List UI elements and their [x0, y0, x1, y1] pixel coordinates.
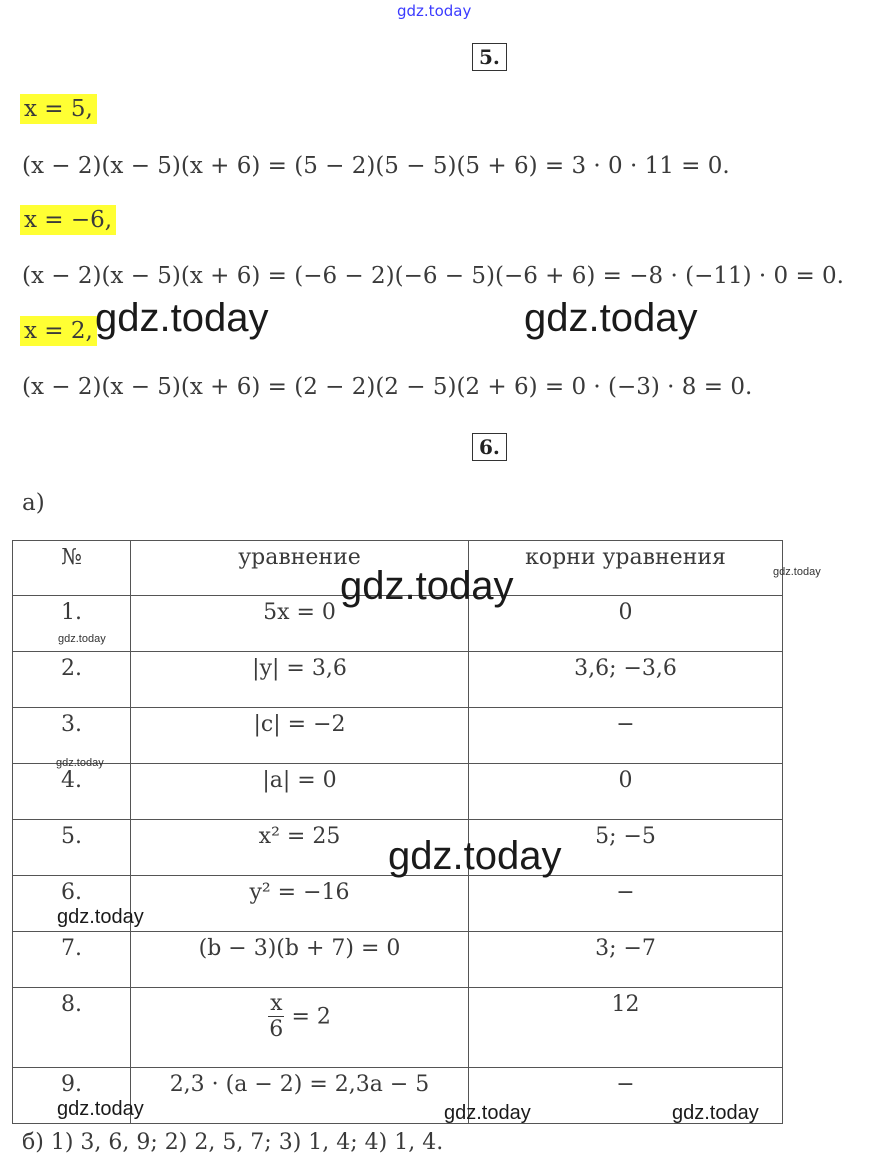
task-number-5: 5.	[472, 43, 507, 71]
task-number-6: 6.	[472, 433, 507, 461]
header-number: №	[13, 541, 131, 596]
row-roots: 0	[469, 596, 783, 652]
row-roots: 0	[469, 764, 783, 820]
row-number: 7.	[13, 932, 131, 988]
part-b-answers: б) 1) 3, 6, 9; 2) 2, 5, 7; 3) 1, 4; 4) 1, 4.	[22, 1130, 444, 1155]
case2-x-highlight: x = −6,	[20, 205, 116, 235]
row-number: 8.	[13, 988, 131, 1068]
watermark-small-2: gdz.today	[58, 633, 106, 645]
row-roots: 12	[469, 988, 783, 1068]
row-roots: −	[469, 1068, 783, 1124]
fraction-rest: = 2	[291, 1004, 331, 1030]
row-roots: −	[469, 876, 783, 932]
row-number: 1.	[13, 596, 131, 652]
row-equation: 2,3 · (a − 2) = 2,3a − 5	[131, 1068, 469, 1124]
watermark-mid-4: gdz.today	[672, 1102, 759, 1124]
row-number: 5.	[13, 820, 131, 876]
header-equation: уравнение	[131, 541, 469, 596]
fraction-numerator: x	[270, 991, 283, 1016]
watermark-mid-1: gdz.today	[57, 906, 144, 928]
watermark-big-3: gdz.today	[340, 564, 514, 608]
table-row	[13, 764, 783, 820]
table-row	[13, 988, 783, 1068]
row-number: 4.	[13, 764, 131, 820]
row-roots: 3,6; −3,6	[469, 652, 783, 708]
row-equation: y² = −16	[131, 876, 469, 932]
watermark-small-1: gdz.today	[773, 566, 821, 578]
row-number: 6.	[13, 876, 131, 932]
row-number: 3.	[13, 708, 131, 764]
row-roots: 3; −7	[469, 932, 783, 988]
equations-table	[12, 540, 783, 1124]
row-number: 2.	[13, 652, 131, 708]
case2-calc: (x − 2)(x − 5)(x + 6) = (−6 − 2)(−6 − 5)(−6 + 6) = −8 · (−11) · 0 = 0.	[22, 263, 844, 289]
fraction-denominator: 6	[269, 1017, 284, 1042]
case2-x	[20, 207, 116, 233]
watermark-big-1: gdz.today	[95, 296, 269, 340]
watermark-small-3: gdz.today	[56, 757, 104, 769]
case1-x-highlight: x = 5,	[20, 94, 97, 124]
row-equation-fraction	[131, 988, 469, 1068]
row-roots: −	[469, 708, 783, 764]
row-equation: (b − 3)(b + 7) = 0	[131, 932, 469, 988]
case1-calc: (x − 2)(x − 5)(x + 6) = (5 − 2)(5 − 5)(5 + 6) = 3 · 0 · 11 = 0.	[22, 153, 730, 179]
table-row	[13, 932, 783, 988]
case3-calc: (x − 2)(x − 5)(x + 6) = (2 − 2)(2 − 5)(2 + 6) = 0 · (−3) · 8 = 0.	[22, 374, 753, 400]
watermark-big-4: gdz.today	[388, 834, 562, 878]
row-roots: 5; −5	[469, 820, 783, 876]
table-row	[13, 652, 783, 708]
watermark-mid-2: gdz.today	[57, 1098, 144, 1120]
fraction	[268, 992, 284, 1043]
table-row	[13, 708, 783, 764]
part-a-label: а)	[22, 490, 45, 516]
case1-x	[20, 96, 97, 122]
header-roots: корни уравнения	[469, 541, 783, 596]
watermark-mid-3: gdz.today	[444, 1102, 531, 1124]
row-equation: |a| = 0	[131, 764, 469, 820]
row-number: 9.	[13, 1068, 131, 1124]
case3-x-highlight: x = 2,	[20, 316, 97, 346]
case3-x	[20, 318, 97, 344]
watermark-big-2: gdz.today	[524, 296, 698, 340]
watermark-top: gdz.today	[397, 2, 472, 20]
row-equation: 5x = 0	[131, 596, 469, 652]
row-equation: x² = 25	[131, 820, 469, 876]
row-equation: |y| = 3,6	[131, 652, 469, 708]
row-equation: |c| = −2	[131, 708, 469, 764]
